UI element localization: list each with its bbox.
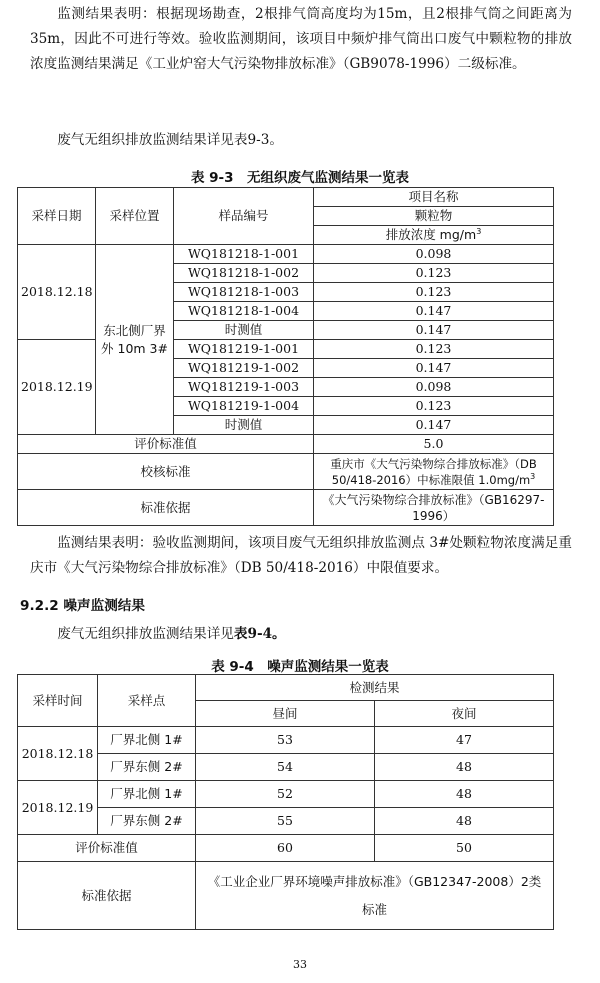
day-value-cell: 55 (196, 808, 375, 835)
basis-value: 《工业企业厂界环境噪声排放标准》（GB12347-2008）2类标准 (196, 862, 554, 930)
date-cell: 2018.12.18 (18, 245, 96, 340)
sample-id-cell: 时测值 (174, 416, 314, 435)
basis-label: 标准依据 (18, 490, 314, 526)
eval-night-value: 50 (375, 835, 554, 862)
result-paragraph-fugitive: 监测结果表明：验收监测期间，该项目废气无组织排放监测点 3#处颗粒物浓度满足重庆市《大气污染物综合排放标准》（DB 50/418-2016）中限值要求。 (30, 535, 572, 576)
sample-id-cell: WQ181219-1-002 (174, 359, 314, 378)
sample-id-cell: WQ181218-1-002 (174, 264, 314, 283)
header-time: 采样时间 (18, 675, 98, 727)
value-cell: 0.098 (314, 378, 554, 397)
day-value-cell: 52 (196, 781, 375, 808)
result-paragraph-stack: 监测结果表明：根据现场勘查，2根排气筒高度均为15m，且2根排气筒之间距离为35m，因此不可进行等效。验收监测期间，该项目中频炉排气筒出口废气中颗粒物的排放浓度监测结果满足《工业炉窑大气污染物排放标准》（GB9078-1996）二级标准。 (30, 6, 572, 72)
header-concentration (314, 226, 554, 245)
check-standard-text: 重庆市《大气污染物综合排放标准》（DB 50/418-2016）中标准限值 1.0mg/m (330, 456, 537, 487)
eval-standard-value: 5.0 (314, 435, 554, 454)
basis-value: 《大气污染物综合排放标准》（GB16297-1996） (314, 490, 554, 526)
sample-id-cell: WQ181218-1-001 (174, 245, 314, 264)
header-day: 昼间 (196, 701, 375, 727)
header-result: 检测结果 (196, 675, 554, 701)
point-cell: 厂界北侧 1# (98, 781, 196, 808)
value-cell: 0.147 (314, 302, 554, 321)
value-cell: 0.147 (314, 416, 554, 435)
point-cell: 厂界东侧 2# (98, 808, 196, 835)
date-cell: 2018.12.18 (18, 727, 98, 781)
night-value-cell: 48 (375, 754, 554, 781)
eval-standard-label: 评价标准值 (18, 835, 196, 862)
header-date: 采样日期 (18, 188, 96, 245)
location-cell: 东北侧厂界外 10m 3# (96, 245, 174, 435)
point-cell: 厂界东侧 2# (98, 754, 196, 781)
sample-id-cell: WQ181218-1-003 (174, 283, 314, 302)
table-9-4-caption: 表 9-4 噪声监测结果一览表 (211, 659, 389, 675)
section-heading-noise: 9.2.2 噪声监测结果 (20, 598, 145, 614)
date-cell: 2018.12.19 (18, 781, 98, 835)
night-value-cell: 48 (375, 781, 554, 808)
basis-label: 标准依据 (18, 862, 196, 930)
value-cell: 0.098 (314, 245, 554, 264)
table-reference-paragraph: 废气无组织排放监测结果详见表9-3。 (57, 132, 283, 148)
p4-prefix: 废气无组织排放监测结果详见 (57, 626, 234, 642)
sample-id-cell: WQ181218-1-004 (174, 302, 314, 321)
point-cell: 厂界北侧 1# (98, 727, 196, 754)
night-value-cell: 47 (375, 727, 554, 754)
page-number: 33 (293, 958, 307, 971)
header-sample-id: 样品编号 (174, 188, 314, 245)
check-standard-label: 校核标准 (18, 454, 314, 490)
night-value-cell: 48 (375, 808, 554, 835)
eval-day-value: 60 (196, 835, 375, 862)
table-9-3 (17, 187, 554, 526)
table-reference-paragraph-noise (30, 622, 572, 647)
header-night: 夜间 (375, 701, 554, 727)
value-cell: 0.123 (314, 283, 554, 302)
value-cell: 0.123 (314, 340, 554, 359)
table-9-3-caption: 表 9-3 无组织废气监测结果一览表 (190, 170, 410, 186)
value-cell: 0.123 (314, 264, 554, 283)
day-value-cell: 54 (196, 754, 375, 781)
header-item-name: 项目名称 (314, 188, 554, 207)
check-standard-sup: 3 (530, 471, 536, 481)
header-concentration-sup: 3 (476, 226, 482, 236)
value-cell: 0.147 (314, 321, 554, 340)
header-concentration-text: 排放浓度 mg/m (385, 227, 477, 242)
header-pollutant: 颗粒物 (314, 207, 554, 226)
sample-id-cell: WQ181219-1-003 (174, 378, 314, 397)
sample-id-cell: 时测值 (174, 321, 314, 340)
sample-id-cell: WQ181219-1-004 (174, 397, 314, 416)
header-point: 采样点 (98, 675, 196, 727)
value-cell: 0.123 (314, 397, 554, 416)
header-location: 采样位置 (96, 188, 174, 245)
sample-id-cell: WQ181219-1-001 (174, 340, 314, 359)
p4-bold: 表9-4。 (233, 626, 286, 642)
value-cell: 0.147 (314, 359, 554, 378)
check-standard-value (314, 454, 554, 490)
date-cell: 2018.12.19 (18, 340, 96, 435)
eval-standard-label: 评价标准值 (18, 435, 314, 454)
day-value-cell: 53 (196, 727, 375, 754)
table-9-4 (17, 674, 554, 930)
